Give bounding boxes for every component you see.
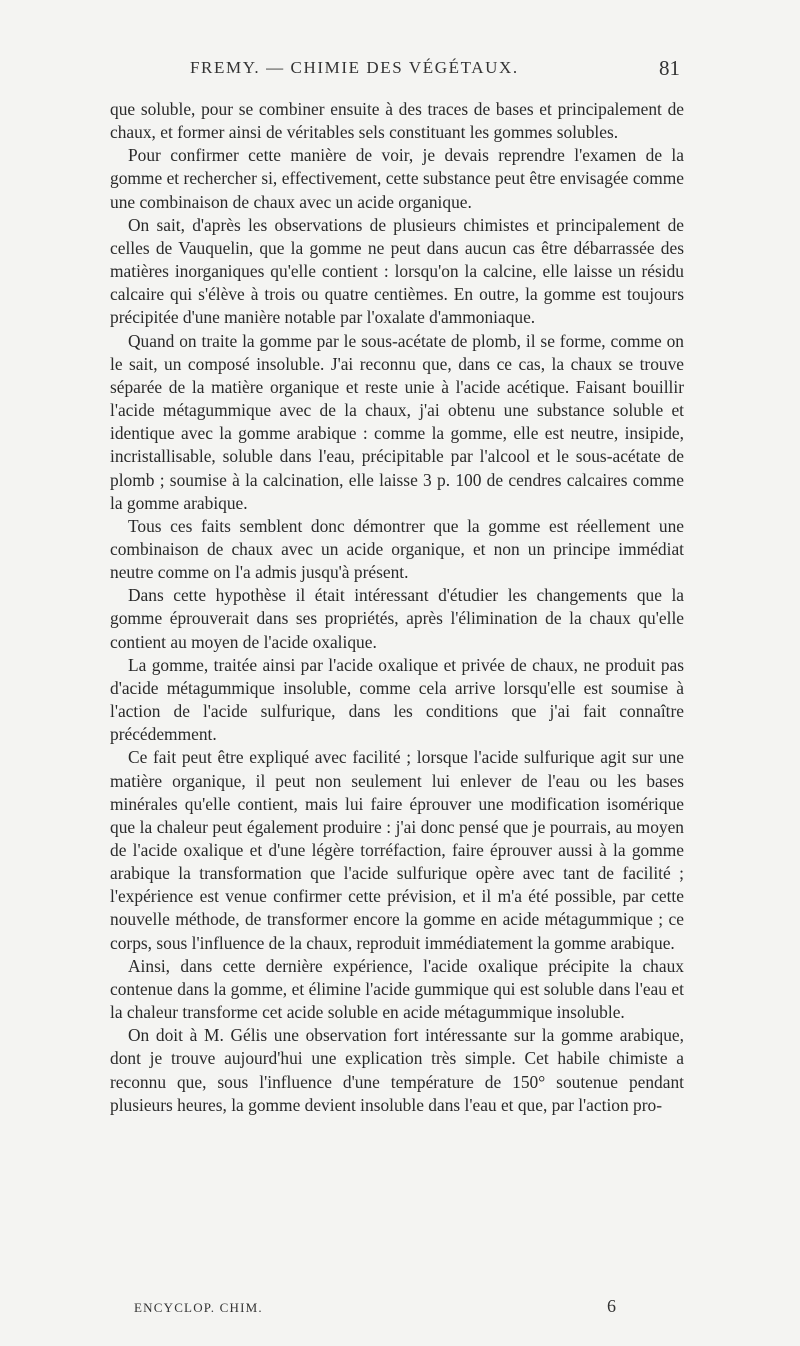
signature-number: 6	[607, 1296, 616, 1316]
running-head	[110, 58, 680, 88]
paragraph: Pour confirmer cette manière de voir, je devais reprendre l'examen de la gomme et rechercher si, effectivement, cette substance peut être envisagée comme une combinaison de chaux avec un acide organique.	[110, 145, 684, 212]
paragraph: Ainsi, dans cette dernière expérience, l'acide oxalique précipite la chaux contenue dans la gomme, et élimine l'acide gummique qui est soluble dans l'eau et la chaleur transforme cet acide soluble en acide métagummique insoluble.	[110, 955, 684, 1023]
page-number: 81	[659, 56, 680, 80]
running-title: FREMY. — CHIMIE DES VÉGÉTAUX.	[190, 58, 519, 77]
page-footer	[110, 1298, 684, 1322]
body-text	[110, 98, 684, 1117]
paragraph: Dans cette hypothèse il était intéressant d'étudier les changements que la gomme éprouverait dans ses propriétés, après l'élimination de la chaux qu'elle contient au moyen de l'acide oxalique.	[110, 585, 684, 652]
paragraph: Tous ces faits semblent donc démontrer que la gomme est réellement une combinaison de chaux avec un acide organique, et non un principe immédiat neutre comme on l'a admis jusqu'à présent.	[110, 515, 684, 583]
signature-mark: ENCYCLOP. CHIM.	[134, 1300, 263, 1315]
paragraph: On doit à M. Gélis une observation fort intéressante sur la gomme arabique, dont je trouve aujourd'hui une explication très simple. Cet habile chimiste a reconnu que, sous l'influence d'une température de 150° soutenue pendant plusieurs heures, la gomme devient insoluble dans l'eau et que, par l'action pro-	[110, 1025, 684, 1115]
paragraph-continuation: que soluble, pour se combiner ensuite à des traces de bases et principalement de chaux, et former ainsi de véritables sels constituant les gommes solubles.	[110, 99, 684, 143]
paragraph: On sait, d'après les observations de plusieurs chimistes et principalement de celles de Vauquelin, que la gomme ne peut dans aucun cas être débarrassée des matières inorganiques qu'elle contient : lorsqu'on la calcine, elle laisse un résidu calcaire qui s'élève à trois ou quatre centièmes. En outre, la gomme est toujours précipitée d'une manière notable par l'oxalate d'ammoniaque.	[110, 214, 684, 328]
paragraph: Quand on traite la gomme par le sous-acétate de plomb, il se forme, comme on le sait, un composé insoluble. J'ai reconnu que, dans ce cas, la chaux se trouve séparée de la matière organique et reste unie à l'acide acétique. Faisant bouillir l'acide métagummique avec de la chaux, j'ai obtenu une substance soluble et identique avec la gomme arabique : comme la gomme, elle est neutre, insipide, incristallisable, soluble dans l'eau, précipitable par l'alcool et le sous-acétate de plomb ; soumise à la calcination, elle laisse 3 p. 100 de cendres calcaires comme la gomme arabique.	[110, 330, 684, 513]
paragraph: La gomme, traitée ainsi par l'acide oxalique et privée de chaux, ne produit pas d'acide métagummique insoluble, comme cela arrive lorsqu'elle est soumise à l'action de l'acide sulfurique, dans les conditions que j'ai fait connaître précédemment.	[110, 654, 684, 745]
paragraph: Ce fait peut être expliqué avec facilité ; lorsque l'acide sulfurique agit sur une matière organique, il peut non seulement lui enlever de l'eau ou les bases minérales qu'elle contient, mais lui faire éprouver une modification isomérique que la chaleur peut également produire : j'ai donc pensé que je pourrais, au moyen de l'acide oxalique et d'une légère torréfaction, faire éprouver aussi à la gomme arabique la transformation que l'acide sulfurique opère avec tant de facilité ; l'expérience est venue confirmer cette prévision, et il m'a été possible, par cette nouvelle méthode, de transformer encore la gomme en acide métagummique ; ce corps, sous l'influence de la chaux, reproduit immédiatement la gomme arabique.	[110, 747, 684, 953]
